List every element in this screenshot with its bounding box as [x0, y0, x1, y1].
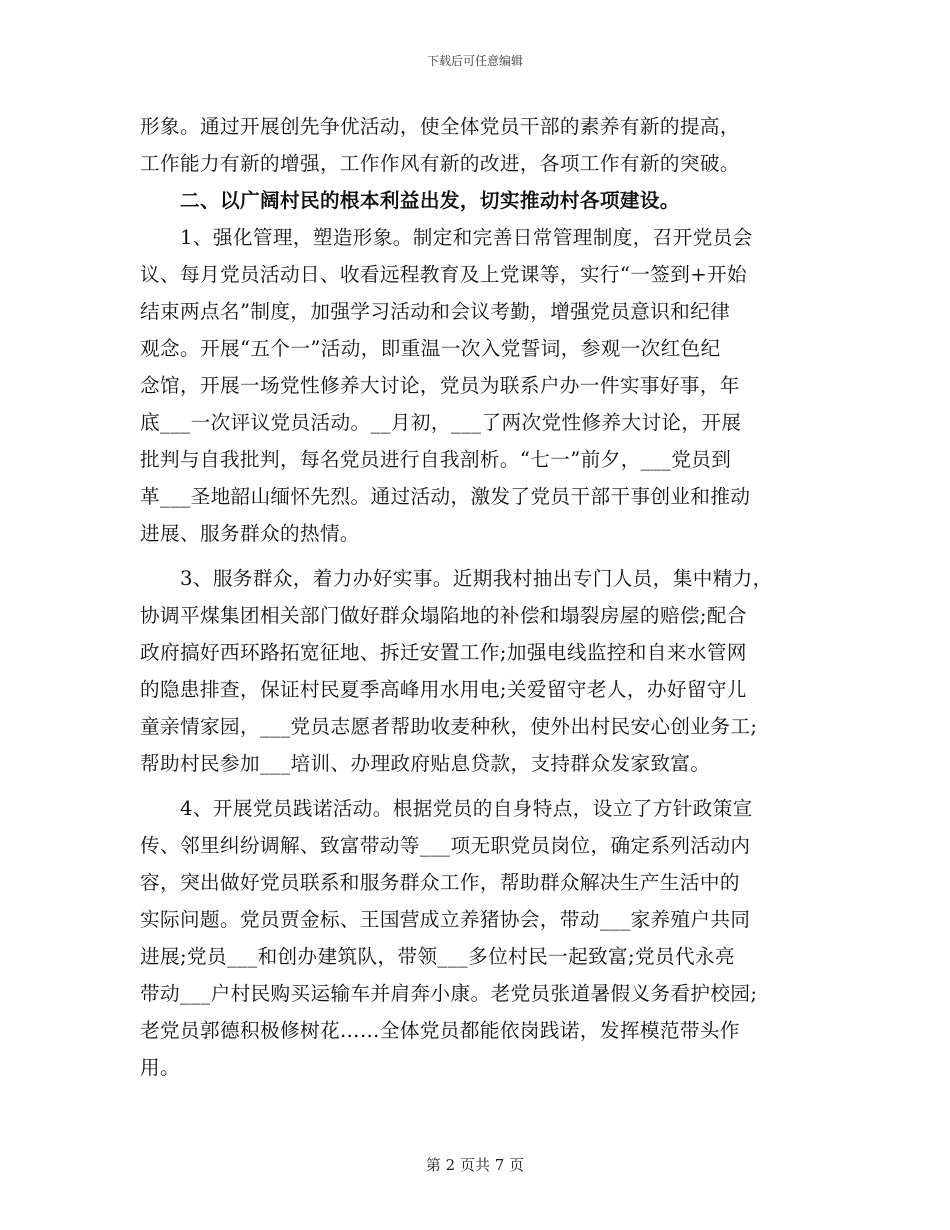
- document-body: [140, 108, 830, 1086]
- text-line: 用。: [140, 1056, 180, 1079]
- text-line: 二、以广阔村民的根本利益出发，切实推动村各项建设。: [140, 189, 680, 212]
- paragraph-gap: [140, 782, 830, 790]
- text-line: 3、服务群众，着力办好实事。近期我村抽出专门人员，集中精力，: [140, 567, 773, 590]
- text-line: 带动___户村民购买运输车并肩奔小康。老党员张道暑假义务看护校园;: [140, 982, 758, 1005]
- text-line: 批判与自我批判，每名党员进行自我剖析。“七一”前夕，___党员到: [140, 448, 732, 471]
- text-line: 童亲情家园，___党员志愿者帮助收麦种秋，使外出村民安心创业务工;: [140, 715, 758, 738]
- text-line: 革___圣地韶山缅怀先烈。通过活动，激发了党员干部干事创业和推动: [140, 485, 751, 508]
- text-line: 结束两点名”制度，加强学习活动和会议考勤，增强党员意识和纪律: [140, 300, 731, 323]
- paragraph: [140, 560, 830, 782]
- paragraph: [140, 108, 830, 182]
- page-footer: 第 2 页共 7 页: [425, 1156, 525, 1174]
- text-line: 容，突出做好党员联系和服务群众工作，帮助群众解决生产生活中的: [140, 871, 740, 894]
- text-line: 进展;党员___和创办建筑队，带领___多位村民一起致富;党员代永亮: [140, 945, 736, 968]
- text-line: 工作能力有新的增强，工作作风有新的改进，各项工作有新的突破。: [140, 152, 740, 175]
- section-heading: [140, 182, 830, 219]
- text-line: 议、每月党员活动日、收看远程教育及上党课等，实行“一签到+开始: [140, 263, 748, 286]
- text-line: 老党员郭德积极修树花……全体党员都能依岗践诺，发挥模范带头作: [140, 1019, 740, 1042]
- text-line: 念馆，开展一场党性修养大讨论，党员为联系户办一件实事好事，年: [140, 374, 740, 397]
- text-line: 传、邻里纠纷调解、致富带动等___项无职党员岗位，确定系列活动内: [140, 834, 751, 857]
- page-header: 下载后可任意编辑: [426, 54, 523, 68]
- text-line: 形象。通过开展创先争优活动，使全体党员干部的素养有新的提高，: [140, 115, 740, 138]
- paragraph-gap: [140, 552, 830, 560]
- text-line: 实际问题。党员贾金标、王国营成立养猪协会，带动___家养殖户共同: [140, 908, 751, 931]
- text-line: 1、强化管理，塑造形象。制定和完善日常管理制度，召开党员会: [140, 226, 753, 249]
- text-line: 进展、服务群众的热情。: [140, 522, 360, 545]
- paragraph: [140, 219, 830, 552]
- text-line: 底___一次评议党员活动。__月初，___了两次党性修养大讨论，开展: [140, 411, 742, 434]
- text-line: 观念。开展“五个一”活动，即重温一次入党誓词，参观一次红色纪: [140, 337, 721, 360]
- paragraph: [140, 790, 830, 1086]
- text-line: 4、开展党员践诺活动。根据党员的自身特点，设立了方针政策宣: [140, 797, 753, 820]
- text-line: 协调平煤集团相关部门做好群众塌陷地的补偿和塌裂房屋的赔偿;配合: [140, 604, 747, 627]
- text-line: 政府搞好西环路拓宽征地、拆迁安置工作;加强电线监控和自来水管网: [140, 641, 747, 664]
- text-line: 帮助村民参加___培训、办理政府贴息贷款，支持群众发家致富。: [140, 752, 711, 775]
- text-line: 的隐患排查，保证村民夏季高峰用水用电;关爱留守老人，办好留守儿: [140, 678, 747, 701]
